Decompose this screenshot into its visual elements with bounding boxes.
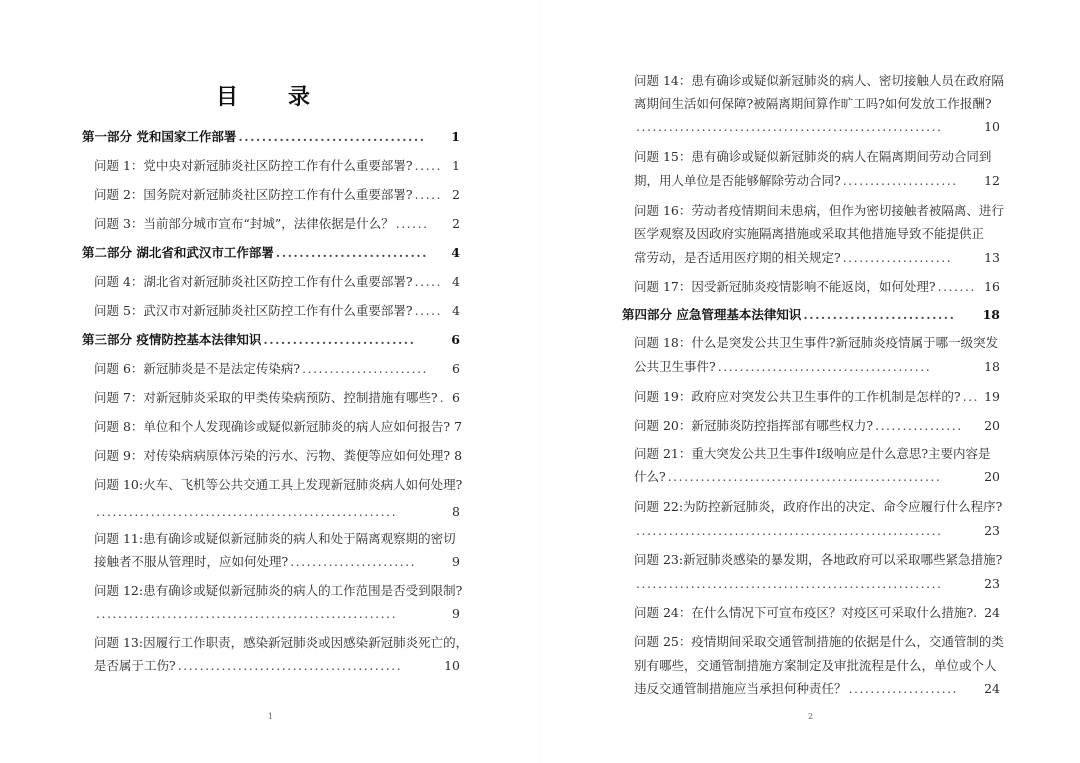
toc-page-number: 24 [984,681,1000,696]
toc-entry-row[interactable] [634,387,1000,407]
toc-entry-label: 问题 2：国务院对新冠肺炎社区防控工作有什么重要部署? [94,187,413,202]
dot-leader: ................ [875,418,963,433]
toc-page-number: 24 [984,605,1000,620]
toc-entry-row[interactable] [634,574,1000,594]
dot-leader: ..................... [842,173,958,188]
toc-section-row[interactable] [82,330,460,350]
toc-entry-label: 第一部分 党和国家工作部署 [82,129,237,144]
toc-page-number: 6 [451,332,460,347]
toc-page-number: 7 [454,419,463,434]
toc-entry-row[interactable] [94,185,460,205]
toc-entry-label: 问题 23:新冠肺炎感染的暴发期，各地政府可以采取哪些紧急措施? [634,552,1003,567]
toc-entry-row[interactable] [94,502,460,522]
toc-entry-label: 问题 19：政府应对突发公共卫生事件的工作机制是怎样的? [634,389,961,404]
dot-leader: ... [962,389,980,404]
toc-entry-row[interactable] [634,444,1000,464]
toc-page-number: 23 [984,523,1000,538]
toc-entry-row[interactable] [634,521,1000,541]
dot-leader: ....................... [290,554,417,569]
toc-entry-label: 问题 3：当前部分城市宣布“封城”，法律依据是什么？ [94,216,394,231]
toc-entry-row[interactable] [634,171,1000,191]
toc-page-number: 9 [452,606,460,621]
toc-entry-row[interactable] [634,550,1003,570]
dot-leader: ..... [414,274,443,289]
toc-page-number: 10 [984,119,1000,134]
toc-entry-row[interactable] [634,632,1004,652]
toc-entry-row[interactable] [94,272,460,292]
toc-page-number: 4 [452,303,460,318]
toc-page-number: 4 [451,245,460,260]
toc-page-number: 20 [984,418,1000,433]
dot-leader: ........................................................ [636,576,943,591]
toc-entry-row[interactable] [94,552,460,572]
toc-entry-label: 别有哪些，交通管制措施方案制定及审批流程是什么，单位或个人 [634,658,997,673]
toc-entry-label: 第四部分 应急管理基本法律知识 [622,307,802,322]
toc-section-row[interactable] [82,127,460,147]
toc-entry-label: 期，用人单位是否能够解除劳动合同? [634,173,841,188]
toc-entry-label: 问题 18：什么是突发公共卫生事件?新冠肺炎疫情属于哪一级突发 [634,335,999,350]
toc-page-number: 6 [452,361,460,376]
toc-entry-row[interactable] [634,147,1000,167]
toc-section-row[interactable] [622,305,1000,325]
right-page [540,0,1080,763]
toc-entry-row[interactable] [634,656,1000,676]
dot-leader: ....................................... [717,359,932,374]
toc-entry-label: 问题 1：党中央对新冠肺炎社区防控工作有什么重要部署? [94,158,413,173]
toc-entry-row[interactable] [94,359,460,379]
toc-entry-label: 违反交通管制措施应当承担何种责任？ [634,681,847,696]
dot-leader: ....................................................... [96,504,398,519]
toc-entry-row[interactable] [94,388,460,408]
toc-entry-label: 问题 25：疫情期间采取交通管制措施的依据是什么，交通管制的类 [634,634,1004,649]
toc-entry-row[interactable] [634,117,1000,137]
toc-section-row[interactable] [82,243,460,263]
dot-leader: ....................................................... [96,606,398,621]
dot-leader: ....................... [302,361,429,376]
dot-leader: ........................................................ [636,119,943,134]
toc-entry-row[interactable] [634,357,1000,377]
toc-entry-label: 离期间生活如何保障?被隔离期间算作旷工吗?如何发放工作报酬? [634,96,992,111]
toc-entry-label: 问题 24：在什么情况下可宣布疫区？对疫区可采取什么措施?. [634,605,978,620]
toc-entry-label: 问题 10:火车、飞机等公共交通工具上发现新冠肺炎病人如何处理? [94,477,463,492]
toc-page-number: 19 [984,389,1000,404]
dot-leader: .......................... [275,245,429,260]
dot-leader: ..... [414,158,443,173]
toc-entry-label: 问题 21：重大突发公共卫生事件Ⅰ级响应是什么意思?主要内容是 [634,446,991,461]
toc-entry-row[interactable] [94,604,460,624]
toc-page-number: 8 [454,448,463,463]
toc-entry-row[interactable] [94,156,460,176]
dot-leader: ...... [395,216,429,231]
toc-entry-row[interactable] [94,214,460,234]
toc-page-number: 1 [452,158,460,173]
toc-entry-label: 问题 5：武汉市对新冠肺炎社区防控工作有什么重要部署? [94,303,413,318]
dot-leader: ..... [414,303,443,318]
toc-entry-row[interactable] [634,679,1000,699]
page-number-right: 2 [808,712,814,721]
toc-entry-label: 问题 4：湖北省对新冠肺炎社区防控工作有什么重要部署? [94,274,413,289]
toc-page-number: 16 [984,279,1000,294]
toc-entry-row[interactable] [634,224,1000,244]
toc-entry-row[interactable] [634,603,1000,623]
toc-entry-label: 是否属于工伤? [94,658,176,673]
dot-leader: ....... [937,279,976,294]
toc-page-number: 13 [984,250,1000,265]
toc-page-number: 2 [452,216,460,231]
toc-entry-row[interactable] [634,71,1004,91]
dot-leader: .................... [848,681,958,696]
toc-entry-label: 第二部分 湖北省和武汉市工作部署 [82,245,274,260]
toc-entry-row[interactable] [634,201,1004,221]
toc-entry-label: 问题 6：新冠肺炎是不是法定传染病? [94,361,301,376]
toc-entry-label: 医学观察及因政府实施隔离措施或采取其他措施导致不能提供正 [634,226,985,241]
toc-entry-label: 问题 7：对新冠肺炎采取的甲类传染病预防、控制措施有哪些? [94,390,438,405]
toc-entry-label: 接触者不服从管理时，应如何处理? [94,554,289,569]
toc-entry-label: 问题 15：患有确诊或疑似新冠肺炎的病人在隔离期间劳动合同到 [634,149,992,164]
toc-page-number: 10 [444,658,460,673]
toc-page-number: 6 [452,390,460,405]
dot-leader: ................................ [238,129,426,144]
toc-entry-label: 公共卫生事件? [634,359,716,374]
toc-entry-row[interactable] [94,529,460,549]
toc-entry-label: 什么? [634,469,666,484]
toc-entry-label: 问题 12:患有确诊或疑似新冠肺炎的病人的工作范围是否受到限制? [94,583,463,598]
toc-entry-row[interactable] [634,497,1003,517]
toc-page-number: 18 [982,307,1000,322]
toc-entry-row[interactable] [634,416,1000,436]
toc-page-number: 18 [984,359,1000,374]
toc-page-number: 4 [452,274,460,289]
toc-entry-label: 问题 20：新冠肺炎防控指挥部有哪些权力? [634,418,874,433]
toc-entry-label: 第三部分 疫情防控基本法律知识 [82,332,262,347]
toc-entry-row[interactable] [94,633,469,653]
toc-entry-row[interactable] [94,301,460,321]
toc-entry-label: 问题 9：对传染病病原体污染的污水、污物、粪便等应如何处理? [94,448,451,463]
toc-page-number: 23 [984,576,1000,591]
toc-page-number: 8 [452,504,460,519]
toc-entry-row[interactable] [634,333,1000,353]
toc-entry-label: 问题 13:因履行工作职责，感染新冠肺炎或因感染新冠肺炎死亡的， [94,635,469,650]
toc-entry-label: 问题 8：单位和个人发现确诊或疑似新冠肺炎的病人应如何报告? [94,419,451,434]
toc-entry-row[interactable] [634,467,1000,487]
toc-entry-label: 问题 17：因受新冠肺炎疫情影响不能返岗，如何处理? [634,279,936,294]
toc-entry-row[interactable] [634,248,1000,268]
dot-leader: .......................... [263,332,416,347]
toc-entry-row[interactable] [634,94,1000,114]
toc-entry-label: 常劳动，是否适用医疗期的相关规定? [634,250,841,265]
toc-entry-row[interactable] [94,656,460,676]
toc-entry-label: 问题 11:患有确诊或疑似新冠肺炎的病人和处于隔离观察期的密切 [94,531,456,546]
toc-entry-label: 问题 16：劳动者疫情期间未患病，但作为密切接触者被隔离、进行 [634,203,1004,218]
dot-leader: . [439,390,446,405]
toc-page-number: 1 [451,129,460,144]
dot-leader: .......................... [803,307,956,322]
toc-entry-row[interactable] [94,475,463,495]
dot-leader: ......................................... [177,658,403,673]
toc-entry-row[interactable] [634,277,1000,297]
dot-leader: .................................................. [667,469,942,484]
dot-leader: ..... [414,187,443,202]
toc-page-number: 12 [984,173,1000,188]
toc-page-number: 2 [452,187,460,202]
page-number-left: 1 [268,712,274,721]
toc-entry-row[interactable] [94,446,463,466]
toc-entry-row[interactable] [94,581,463,601]
toc-entry-label: 问题 14：患有确诊或疑似新冠肺炎的病人、密切接触人员在政府隔 [634,73,1004,88]
dot-leader: .................... [842,250,953,265]
toc-page-number: 9 [452,554,460,569]
toc-entry-label: 问题 22:为防控新冠肺炎，政府作出的决定、命令应履行什么程序? [634,499,1003,514]
dot-leader: ........................................................ [636,523,943,538]
toc-title: 目 录 [215,84,324,110]
toc-entry-row[interactable] [94,417,463,437]
toc-page-number: 20 [984,469,1000,484]
